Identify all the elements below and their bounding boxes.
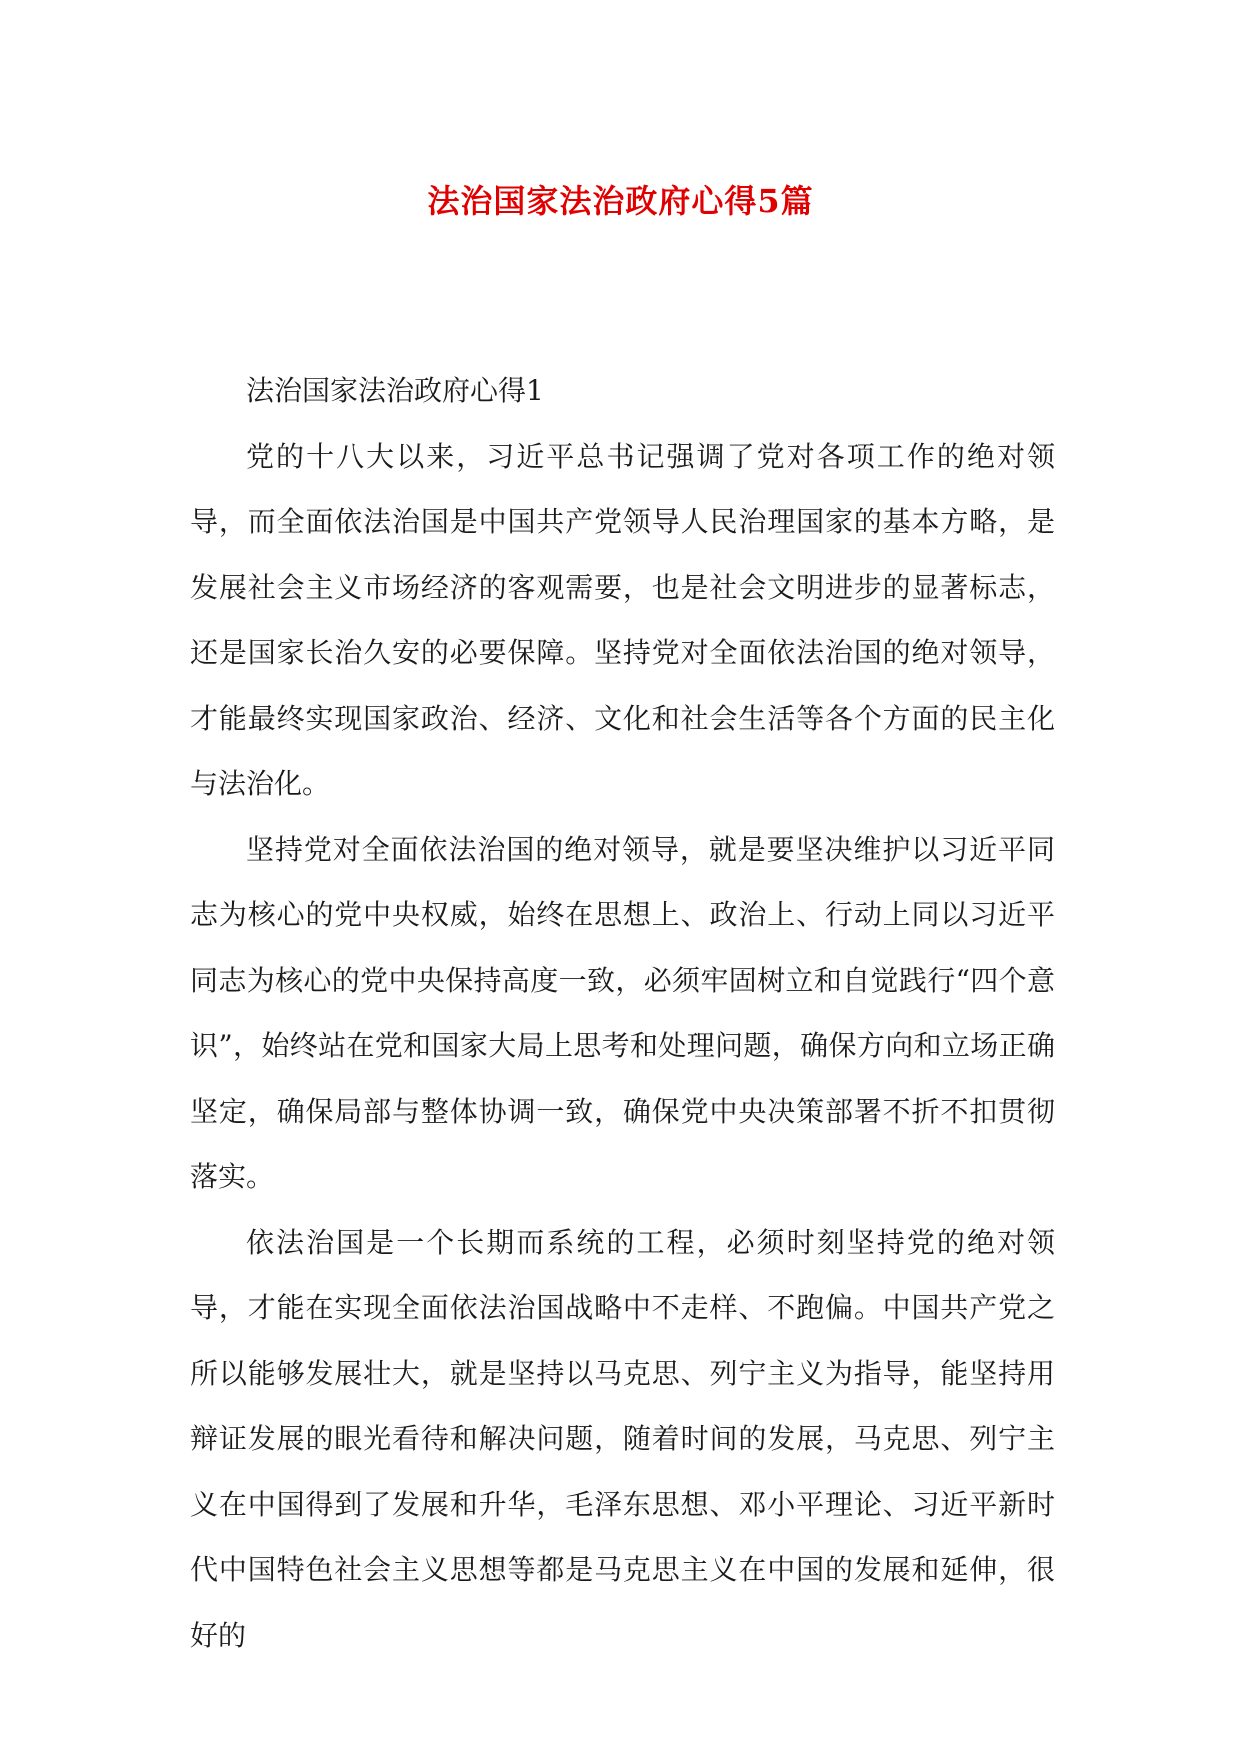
document-body (190, 358, 1055, 1668)
body-paragraph-2: 坚持党对全面依法治国的绝对领导，就是要坚决维护以习近平同志为核心的党中央权威，始终在思想上、政治上、行动上同以习近平同志为核心的党中央保持高度一致，必须牢固树立和自觉践行“四个意识”，始终站在党和国家大局上思考和处理问题，确保方向和立场正确坚定，确保局部与整体协调一致，确保党中央决策部署不折不扣贯彻落实。 (190, 832, 1055, 1193)
body-paragraph-3: 依法治国是一个长期而系统的工程，必须时刻坚持党的绝对领导，才能在实现全面依法治国战略中不走样、不跑偏。中国共产党之所以能够发展壮大，就是坚持以马克思、列宁主义为指导，能坚持用辩证发展的眼光看待和解决问题，随着时间的发展，马克思、列宁主义在中国得到了发展和升华，毛泽东思想、邓小平理论、习近平新时代中国特色社会主义思想等都是马克思主义在中国的发展和延伸，很好的 (190, 1225, 1055, 1652)
document-title: 法治国家法治政府心得5篇 (427, 182, 814, 221)
section-heading: 法治国家法治政府心得1 (246, 374, 544, 407)
body-paragraph-1: 党的十八大以来，习近平总书记强调了党对各项工作的绝对领导，而全面依法治国是中国共产党领导人民治理国家的基本方略，是发展社会主义市场经济的客观需要，也是社会文明进步的显著标志，还是国家长治久安的必要保障。坚持党对全面依法治国的绝对领导，才能最终实现国家政治、经济、文化和社会生活等各个方面的民主化与法治化。 (190, 439, 1055, 800)
